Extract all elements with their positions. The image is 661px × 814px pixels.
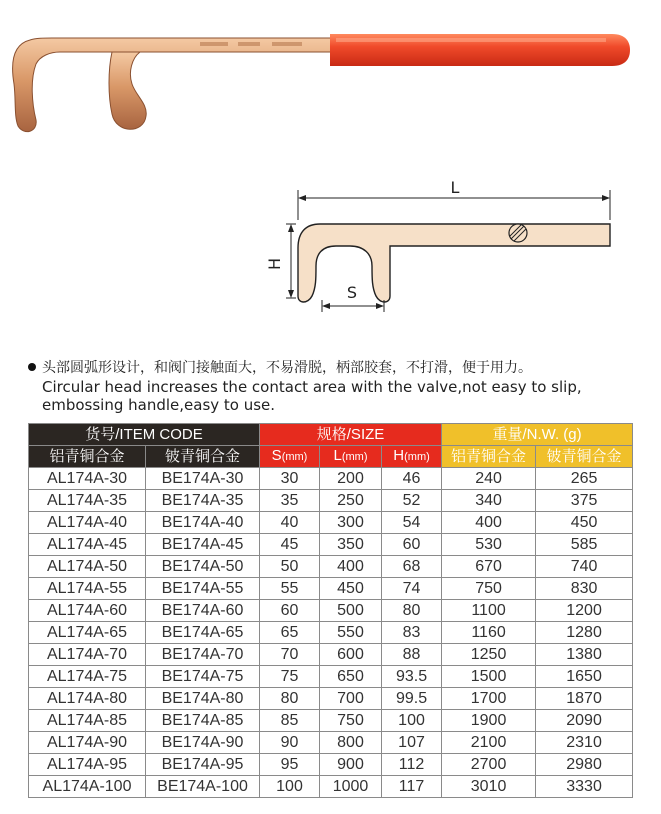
dim-label-opening: S <box>346 283 358 302</box>
wrench-head <box>13 38 340 132</box>
cell-al-weight: 530 <box>442 534 536 556</box>
cell-al-weight: 1500 <box>442 666 536 688</box>
cell-al-code: AL174A-75 <box>29 666 146 688</box>
cell-al-weight: 1100 <box>442 600 536 622</box>
cell-al-weight: 1250 <box>442 644 536 666</box>
table-row <box>29 600 633 622</box>
cell-l: 250 <box>320 490 382 512</box>
cell-al-weight: 750 <box>442 578 536 600</box>
cell-be-code: BE174A-50 <box>146 556 260 578</box>
cell-l: 750 <box>320 710 382 732</box>
header-h-letter: H <box>393 447 405 464</box>
dim-label-height: H <box>265 257 284 271</box>
table-row <box>29 776 633 798</box>
dim-label-length: L <box>450 178 460 197</box>
cell-s: 100 <box>260 776 320 798</box>
cell-h: 74 <box>382 578 442 600</box>
dimension-lines <box>286 190 610 312</box>
rubber-handle <box>330 34 630 66</box>
cell-h: 93.5 <box>382 666 442 688</box>
cell-s: 30 <box>260 468 320 490</box>
cell-l: 350 <box>320 534 382 556</box>
cell-be-code: BE174A-65 <box>146 622 260 644</box>
cell-al-weight: 240 <box>442 468 536 490</box>
table-row <box>29 490 633 512</box>
table-row <box>29 732 633 754</box>
sub-header-row <box>29 446 633 468</box>
table-row <box>29 534 633 556</box>
table-row <box>29 666 633 688</box>
cell-h: 60 <box>382 534 442 556</box>
header-s-unit: (mm) <box>281 451 308 463</box>
cell-s: 35 <box>260 490 320 512</box>
cell-al-weight: 670 <box>442 556 536 578</box>
cell-s: 45 <box>260 534 320 556</box>
table-row <box>29 688 633 710</box>
cell-s: 70 <box>260 644 320 666</box>
bullet-icon <box>28 363 36 371</box>
cell-l: 700 <box>320 688 382 710</box>
cell-l: 300 <box>320 512 382 534</box>
cell-al-code: AL174A-45 <box>29 534 146 556</box>
cell-al-code: AL174A-35 <box>29 490 146 512</box>
cell-be-code: BE174A-85 <box>146 710 260 732</box>
cell-h: 99.5 <box>382 688 442 710</box>
cell-al-weight: 2100 <box>442 732 536 754</box>
cell-l: 900 <box>320 754 382 776</box>
cell-al-weight: 340 <box>442 490 536 512</box>
cell-s: 85 <box>260 710 320 732</box>
cell-be-code: BE174A-60 <box>146 600 260 622</box>
cell-al-code: AL174A-90 <box>29 732 146 754</box>
cell-h: 83 <box>382 622 442 644</box>
cell-al-weight: 1700 <box>442 688 536 710</box>
cell-h: 112 <box>382 754 442 776</box>
cell-be-weight: 1280 <box>536 622 633 644</box>
description-chinese: 头部圆弧形设计，和阀门接触面大，不易滑脱，柄部胶套，不打滑，便于用力。 <box>42 360 532 376</box>
cell-al-weight: 1900 <box>442 710 536 732</box>
cell-s: 95 <box>260 754 320 776</box>
cell-s: 90 <box>260 732 320 754</box>
cell-al-weight: 400 <box>442 512 536 534</box>
cell-be-code: BE174A-70 <box>146 644 260 666</box>
cell-be-code: BE174A-75 <box>146 666 260 688</box>
cell-al-code: AL174A-95 <box>29 754 146 776</box>
cell-al-code: AL174A-85 <box>29 710 146 732</box>
table-row <box>29 622 633 644</box>
cell-h: 46 <box>382 468 442 490</box>
cell-l: 500 <box>320 600 382 622</box>
table-row <box>29 578 633 600</box>
cell-al-code: AL174A-55 <box>29 578 146 600</box>
cell-al-code: AL174A-30 <box>29 468 146 490</box>
cell-al-weight: 3010 <box>442 776 536 798</box>
product-description <box>28 358 648 414</box>
cell-h: 52 <box>382 490 442 512</box>
cell-l: 450 <box>320 578 382 600</box>
cell-l: 550 <box>320 622 382 644</box>
cell-be-weight: 375 <box>536 490 633 512</box>
embossed-marking <box>200 42 302 46</box>
spec-table <box>28 423 633 798</box>
cell-al-weight: 1160 <box>442 622 536 644</box>
cell-be-weight: 1650 <box>536 666 633 688</box>
cell-be-code: BE174A-55 <box>146 578 260 600</box>
dimension-diagram <box>260 178 660 328</box>
cell-be-weight: 1870 <box>536 688 633 710</box>
cell-l: 1000 <box>320 776 382 798</box>
cell-be-code: BE174A-45 <box>146 534 260 556</box>
description-english-line2: embossing handle,easy to use. <box>42 396 276 414</box>
diagram-wrench-outline <box>298 224 610 302</box>
description-english-line1: Circular head increases the contact area with the valve,not easy to slip, <box>42 378 582 396</box>
cell-h: 88 <box>382 644 442 666</box>
cell-s: 40 <box>260 512 320 534</box>
table-row <box>29 644 633 666</box>
cell-s: 50 <box>260 556 320 578</box>
header-l-unit: (mm) <box>341 451 368 463</box>
cell-h: 80 <box>382 600 442 622</box>
cell-be-code: BE174A-40 <box>146 512 260 534</box>
cell-s: 60 <box>260 600 320 622</box>
cell-s: 80 <box>260 688 320 710</box>
cell-al-code: AL174A-60 <box>29 600 146 622</box>
cell-h: 107 <box>382 732 442 754</box>
cell-be-weight: 2310 <box>536 732 633 754</box>
header-al-weight: 铝青铜合金 <box>442 446 536 468</box>
cell-h: 117 <box>382 776 442 798</box>
table-row <box>29 754 633 776</box>
header-al-code: 铝青铜合金 <box>29 446 146 468</box>
cell-al-weight: 2700 <box>442 754 536 776</box>
header-be-weight: 铍青铜合金 <box>536 446 633 468</box>
group-header-row <box>29 424 633 446</box>
cell-be-weight: 830 <box>536 578 633 600</box>
cell-h: 100 <box>382 710 442 732</box>
cell-s: 75 <box>260 666 320 688</box>
table-row <box>29 468 633 490</box>
description-chinese-line <box>28 358 648 378</box>
cell-be-weight: 450 <box>536 512 633 534</box>
cell-l: 200 <box>320 468 382 490</box>
header-l-letter: L <box>333 447 342 464</box>
product-photo <box>0 0 661 160</box>
cell-l: 650 <box>320 666 382 688</box>
header-l <box>320 446 382 468</box>
cell-s: 55 <box>260 578 320 600</box>
cell-be-code: BE174A-90 <box>146 732 260 754</box>
cell-be-code: BE174A-95 <box>146 754 260 776</box>
cell-h: 54 <box>382 512 442 534</box>
header-s-letter: S <box>271 447 282 464</box>
cell-al-code: AL174A-100 <box>29 776 146 798</box>
cell-al-code: AL174A-65 <box>29 622 146 644</box>
cell-be-weight: 1200 <box>536 600 633 622</box>
cell-be-code: BE174A-100 <box>146 776 260 798</box>
cell-h: 68 <box>382 556 442 578</box>
cell-be-weight: 740 <box>536 556 633 578</box>
header-s <box>260 446 320 468</box>
cell-be-weight: 585 <box>536 534 633 556</box>
cell-al-code: AL174A-40 <box>29 512 146 534</box>
cell-be-weight: 3330 <box>536 776 633 798</box>
cell-be-code: BE174A-30 <box>146 468 260 490</box>
header-h <box>382 446 442 468</box>
cell-l: 400 <box>320 556 382 578</box>
cell-l: 600 <box>320 644 382 666</box>
cell-be-weight: 2090 <box>536 710 633 732</box>
cell-be-code: BE174A-35 <box>146 490 260 512</box>
header-weight: 重量/N.W. (g) <box>442 424 633 446</box>
cell-be-weight: 265 <box>536 468 633 490</box>
header-h-unit: (mm) <box>404 451 430 463</box>
header-be-code: 铍青铜合金 <box>146 446 260 468</box>
header-item-code: 货号/ITEM CODE <box>29 424 260 446</box>
cell-s: 65 <box>260 622 320 644</box>
table-row <box>29 556 633 578</box>
cell-al-code: AL174A-70 <box>29 644 146 666</box>
table-row <box>29 710 633 732</box>
cell-be-weight: 2980 <box>536 754 633 776</box>
header-size: 规格/SIZE <box>260 424 442 446</box>
table-row <box>29 512 633 534</box>
cell-be-weight: 1380 <box>536 644 633 666</box>
cell-be-code: BE174A-80 <box>146 688 260 710</box>
cell-al-code: AL174A-50 <box>29 556 146 578</box>
cell-l: 800 <box>320 732 382 754</box>
cell-al-code: AL174A-80 <box>29 688 146 710</box>
